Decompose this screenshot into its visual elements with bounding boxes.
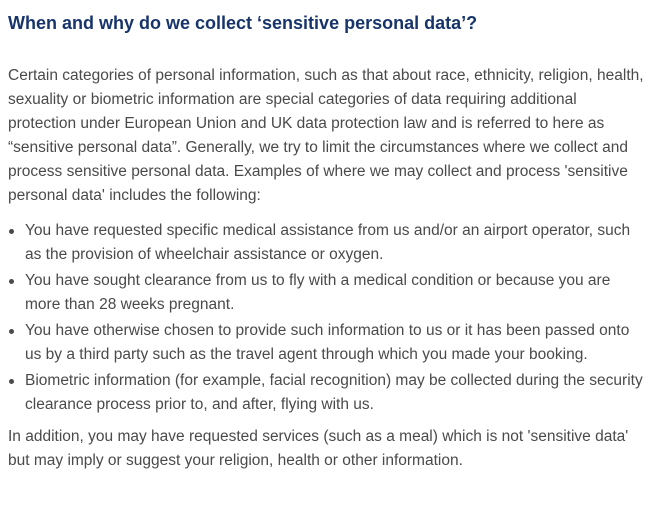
intro-paragraph: Certain categories of personal information, such as that about race, ethnicity, religion, health, sexuality or biometric information are special categories of data requiring additional protection under European Union and UK data protection law and is referred to here as “sensitive personal data”. Generally, we try to limit the circumstances where we collect and process sensitive personal data. Examples of where we may collect and process 'sensitive personal data' includes the following: xyxy=(8,67,644,204)
list-item xyxy=(8,219,646,267)
list-item xyxy=(8,319,646,367)
list-item-text: Biometric information (for example, facial recognition) may be collected during the security clearance process prior to, and after, flying with us. xyxy=(25,372,643,413)
list-item xyxy=(8,369,646,417)
bullet-dot-icon xyxy=(9,379,14,384)
bullet-dot-icon xyxy=(9,329,14,334)
examples-list xyxy=(8,219,646,417)
list-item-text: You have otherwise chosen to provide such information to us or it has been passed onto us by a third party such as the travel agent through which you made your booking. xyxy=(25,322,630,363)
section-heading: When and why do we collect ‘sensitive personal data’? xyxy=(8,13,478,33)
list-item-text: You have requested specific medical assistance from us and/or an airport operator, such as the provision of wheelchair assistance or oxygen. xyxy=(25,222,631,263)
bullet-dot-icon xyxy=(9,229,14,234)
closing-paragraph: In addition, you may have requested services (such as a meal) which is not 'sensitive data' but may imply or suggest your religion, health or other information. xyxy=(8,428,629,469)
list-item-text: You have sought clearance from us to fly with a medical condition or because you are more than 28 weeks pregnant. xyxy=(25,272,611,313)
list-item xyxy=(8,269,646,317)
bullet-dot-icon xyxy=(9,279,14,284)
